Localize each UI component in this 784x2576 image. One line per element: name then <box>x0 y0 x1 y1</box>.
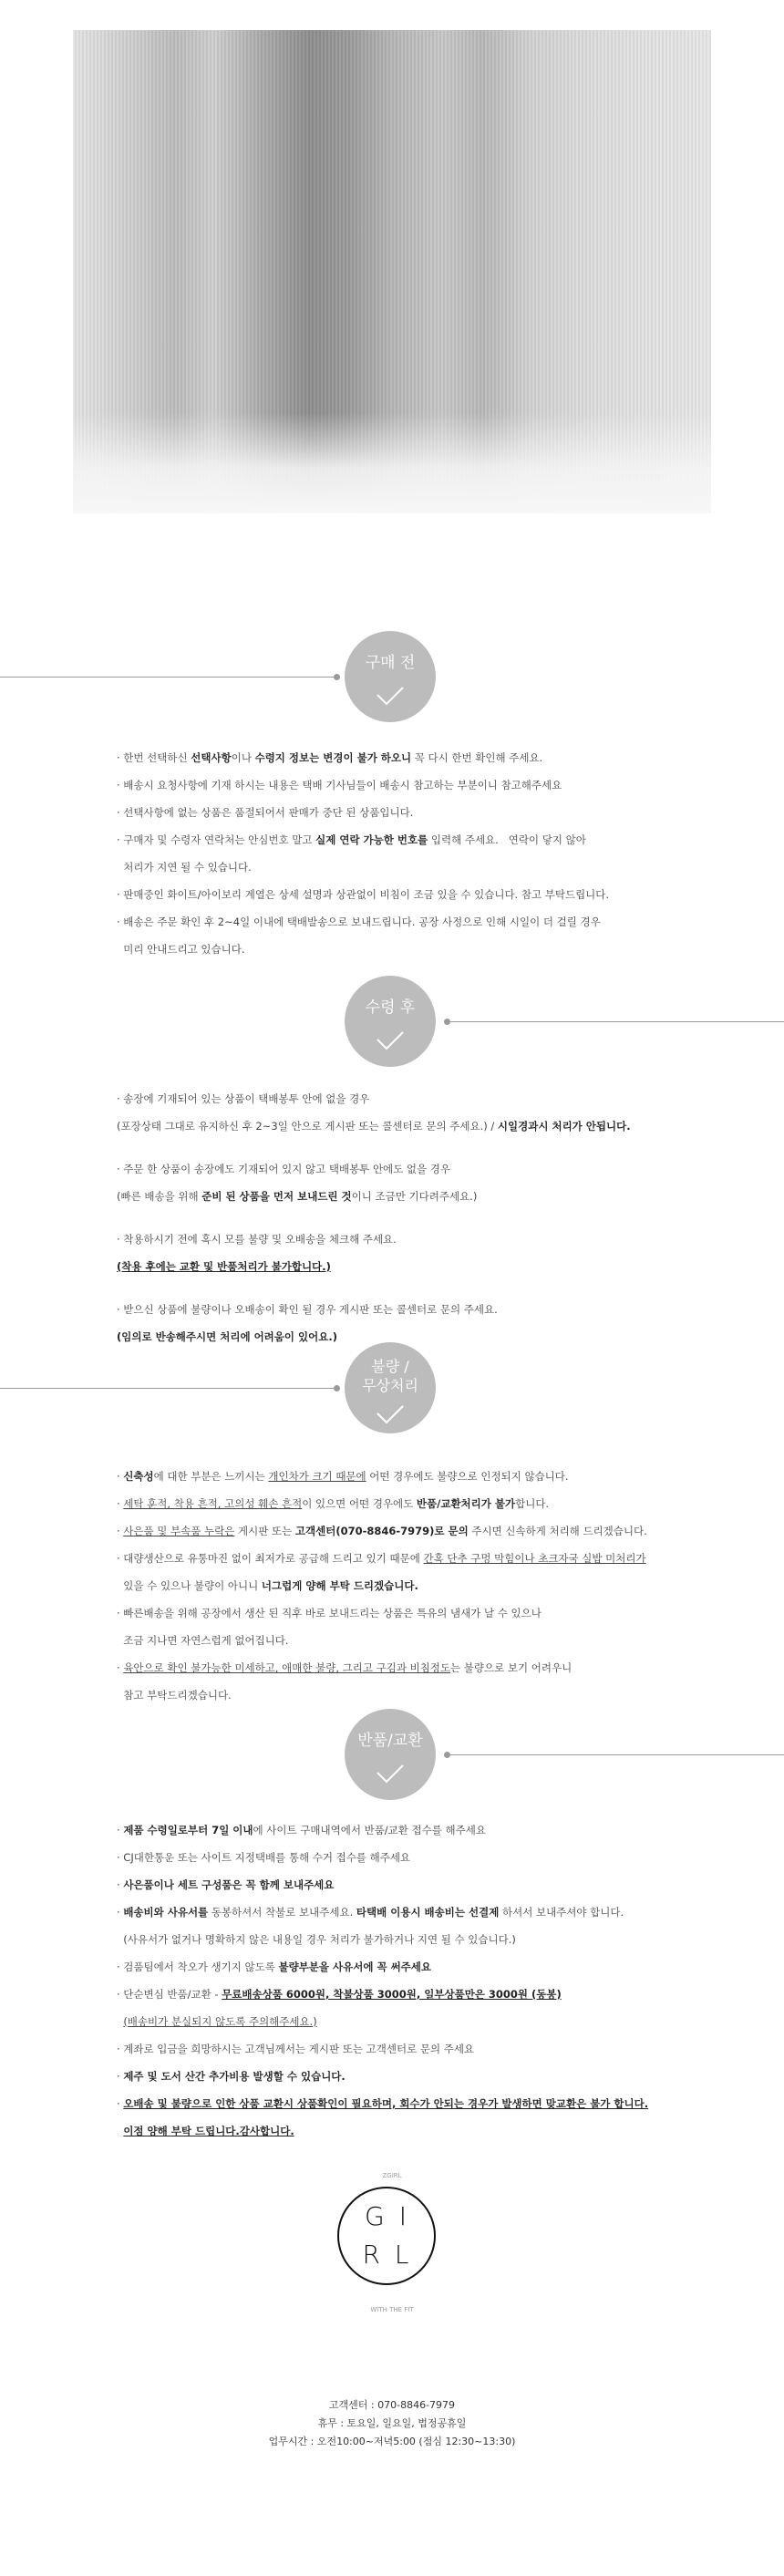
note-text: (배송비가 분실되지 않도록 주의해주세요.) <box>123 2015 317 2028</box>
note-text: 세탁 훈적, 착용 흔적, 고의성 훼손 흔적 <box>123 1497 303 1510</box>
customer-center-phone: 고객센터 : 070-8846-7979 <box>328 2399 456 2411</box>
note-line <box>117 799 609 826</box>
note-text: 무료배송상품 6000원, 착불상품 3000원, 일부상품만은 3000원 (동봉) <box>222 1988 562 2001</box>
note-text: 입력해 주세요. 연락이 닿지 않아 <box>428 833 586 846</box>
logo-letters-top: GI <box>365 2201 421 2231</box>
note-text: · 주문 한 상품이 송장에도 기재되어 있지 않고 택배봉투 안에도 없을 경우 <box>117 1163 451 1175</box>
note-text: · 계좌로 입금을 희망하시는 고객님께서는 게시판 또는 고객센터로 문의 주세요 <box>117 2043 475 2055</box>
note-text: 수령지 정보는 변경이 불가 하오니 <box>254 751 412 764</box>
note-line <box>117 1681 647 1709</box>
note-line <box>117 1816 648 1844</box>
note-text: 너그럽게 양해 부탁 드리겠습니다. <box>261 1579 418 1592</box>
note-text: · 받으신 상품에 불량이나 오배송이 확인 될 경우 게시판 또는 콜센터로 문의 주세요. <box>117 1303 498 1316</box>
note-line <box>117 2090 648 2117</box>
note-line <box>117 1627 647 1654</box>
note-text: 하셔서 보내주셔야 합니다. <box>499 1906 624 1919</box>
line-gap <box>117 1280 631 1296</box>
note-text: (임의로 반송해주시면 처리에 어려움이 있어요.) <box>117 1330 337 1343</box>
note-line <box>117 1183 631 1210</box>
note-line <box>117 1296 631 1323</box>
section-title-after: 수령 후 <box>365 998 416 1017</box>
note-text: 간혹 단추 구멍 막힘이나 초크자국 실밥 미처리가 <box>423 1552 646 1565</box>
note-text: 신축성 <box>123 1470 154 1483</box>
note-line <box>117 1926 648 1953</box>
section-title-before: 구매 전 <box>365 654 416 672</box>
note-text: 사은품이나 세트 구성품은 꼭 함께 보내주세요 <box>123 1878 335 1891</box>
note-text: 에 사이트 구매내역에서 반품/교환 접수를 해주세요 <box>253 1824 486 1836</box>
note-text: 제주 및 도서 산간 추가비용 발생할 수 있습니다. <box>123 2070 346 2083</box>
note-text: 시일경과시 처리가 안됩니다. <box>497 1120 631 1133</box>
note-text: 미리 안내드리고 있습니다. <box>117 943 245 956</box>
note-text: · <box>117 1525 124 1537</box>
section-title-defect-line1: 불량 / <box>371 1358 409 1375</box>
note-text: (착용 후에는 교환 및 반품처리가 불가합니다.) <box>117 1260 331 1273</box>
note-text: 참고 부탁드리겠습니다. <box>117 1689 232 1702</box>
note-text: 개인차가 크기 때문에 <box>268 1470 366 1483</box>
note-line <box>117 744 609 771</box>
note-line <box>117 1572 647 1599</box>
note-text: 에 대한 부분은 느끼시는 <box>153 1470 269 1483</box>
note-text: 사은품 및 부속품 누락은 <box>123 1525 235 1537</box>
checkmark-icon <box>376 686 405 706</box>
note-text: 이니 조금만 기다려주세요.) <box>351 1190 478 1203</box>
section-title-defect <box>345 1357 436 1395</box>
note-text: 타택배 이용시 배송비는 선결제 <box>356 1906 500 1919</box>
notes-before-purchase <box>117 744 609 963</box>
note-line <box>117 1654 647 1681</box>
logo-top-text: ZGIRL <box>382 2172 402 2179</box>
note-text: · 판매중인 화이트/아이보리 계열은 상세 설명과 상관없이 비침이 조금 있을 수 있습니다. 참고 부탁드립니다. <box>117 888 610 901</box>
note-text: · 빠른배송을 위해 공장에서 생산 된 직후 바로 보내드리는 상품은 특유의 냄새가 날 수 있으나 <box>117 1607 542 1619</box>
note-line <box>117 1226 631 1253</box>
note-text: 조금 지나면 자연스럽게 없어집니다. <box>117 1634 289 1647</box>
logo-bottom-text: WITH THE FIT <box>370 2306 414 2313</box>
note-text: · 배송시 요청사항에 기재 하시는 내용은 택배 기사님들이 배송시 참고하는 부분이니 참고해주세요 <box>117 779 562 791</box>
checkmark-icon <box>376 1764 405 1784</box>
note-line <box>117 1953 648 1981</box>
note-line <box>117 853 609 881</box>
note-text: 제품 수령일로부터 7일 이내 <box>123 1824 253 1836</box>
note-text: · 검품팀에서 착오가 생기지 않도록 <box>117 1960 279 1973</box>
note-text: · <box>117 2070 124 2083</box>
note-line <box>117 1898 648 1926</box>
note-line <box>117 1545 647 1572</box>
brand-logo <box>337 2187 436 2285</box>
note-text: 어떤 경우에도 불량으로 인정되지 않습니다. <box>366 1470 569 1483</box>
note-text: · <box>117 1906 124 1919</box>
note-text: 선택사항 <box>191 751 232 764</box>
note-text: 반품/교환처리가 불가 <box>416 1497 516 1510</box>
note-line <box>117 1871 648 1898</box>
note-line <box>117 1517 647 1545</box>
note-text: 이점 양해 부탁 드립니다.감사합니다. <box>123 2125 294 2137</box>
note-text: · <box>117 2097 124 2110</box>
notes-defect <box>117 1463 647 1709</box>
note-text: 배송비와 사유서를 <box>123 1906 209 1919</box>
note-text: 준비 된 상품을 먼저 보내드린 것 <box>201 1190 352 1203</box>
note-text: 이나 <box>231 751 255 764</box>
note-text: · CJ대한통운 또는 사이트 지정택배를 통해 수거 접수를 해주세요 <box>117 1851 411 1864</box>
note-line <box>117 936 609 963</box>
note-text: 고객센터(070-8846-7979)로 문의 <box>294 1525 469 1537</box>
note-line <box>117 1490 647 1517</box>
note-line <box>117 1155 631 1183</box>
note-text: · 대량생산으로 유통마진 없이 최저가로 공급해 드리고 있기 때문에 <box>117 1552 424 1565</box>
note-text: · 송장에 기재되어 있는 상품이 택배봉투 안에 없을 경우 <box>117 1092 370 1105</box>
note-text: 는 불량으로 보기 어려우니 <box>450 1661 573 1674</box>
note-text: 불량부분을 사유서에 꼭 써주세요 <box>278 1960 432 1973</box>
section-badge-after <box>345 976 436 1067</box>
note-text: (포장상태 그대로 유지하신 후 2~3일 안으로 게시판 또는 콜센터로 문의 주세요.) / <box>117 1120 498 1133</box>
note-text: 처리가 지연 될 수 있습니다. <box>117 861 252 874</box>
note-text: · <box>117 1878 124 1891</box>
note-line <box>117 771 609 799</box>
note-text: 육안으로 확인 불가능한 미세하고, 애매한 불량, 그리고 구김과 비침정도 <box>123 1661 451 1674</box>
line-gap <box>117 1140 631 1155</box>
note-line <box>117 908 609 936</box>
product-fabric-photo <box>73 30 711 513</box>
section-divider-right <box>447 1021 784 1022</box>
note-text: · <box>117 1661 124 1674</box>
note-line <box>117 881 609 908</box>
note-text: 게시판 또는 <box>234 1525 295 1537</box>
closed-days: 휴무 : 토요일, 일요일, 법정공휴일 <box>317 2417 467 2429</box>
note-text: · 선택사항에 없는 상품은 품절되어서 판매가 중단 된 상품입니다. <box>117 806 414 819</box>
note-text: · 단순변심 반품/교환 - <box>117 1988 222 2001</box>
section-badge-return <box>345 1709 436 1800</box>
note-line <box>117 2117 648 2145</box>
note-line <box>117 1599 647 1627</box>
note-text: · <box>117 1470 124 1483</box>
section-badge-before <box>345 631 436 722</box>
section-title-defect-line2: 무상처리 <box>362 1377 418 1394</box>
checkmark-icon <box>376 1404 405 1424</box>
note-text: 꼭 다시 한번 확인해 주세요. <box>411 751 543 764</box>
customer-center-info <box>0 2396 784 2451</box>
fabric-hem-highlight <box>73 413 711 513</box>
notes-return-exchange <box>117 1816 648 2145</box>
line-gap <box>117 1210 631 1226</box>
note-text: 오배송 및 불량으로 인한 상품 교환시 상품확인이 필요하며, 회수가 안되는 경우가 발생하면 맞교환은 불가 합니다. <box>123 2097 649 2110</box>
notes-after-receipt <box>117 1085 631 1350</box>
logo-letters-bottom: RL <box>362 2240 424 2270</box>
note-text: 실제 연락 가능한 번호를 <box>315 833 428 846</box>
note-line <box>117 2063 648 2090</box>
note-line <box>117 2008 648 2035</box>
note-line <box>117 1463 647 1490</box>
checkmark-icon <box>376 1030 405 1050</box>
note-text: 주시면 신속하게 처리해 드리겠습니다. <box>468 1525 647 1537</box>
section-badge-defect <box>345 1342 436 1433</box>
note-text: 이 있으면 어떤 경우에도 <box>302 1497 417 1510</box>
note-text: · 구매자 및 수령자 연락처는 안심번호 말고 <box>117 833 316 846</box>
note-line <box>117 1981 648 2008</box>
note-text: 동봉하셔서 착불로 보내주세요. <box>208 1906 356 1919</box>
note-text: 합니다. <box>515 1497 550 1510</box>
note-line <box>117 2035 648 2063</box>
note-text: (사유서가 없거나 명확하지 않은 내용일 경우 처리가 불가하거나 지연 될 수 있습니다.) <box>117 1933 516 1946</box>
section-divider-left <box>0 1388 337 1389</box>
note-line <box>117 1844 648 1871</box>
section-title-return: 반품/교환 <box>357 1732 423 1750</box>
note-text: · <box>117 1824 124 1836</box>
business-hours: 업무시간 : 오전10:00~저녁5:00 (점심 12:30~13:30) <box>268 2436 516 2447</box>
note-line <box>117 1253 631 1280</box>
note-line <box>117 826 609 853</box>
section-divider-left <box>0 677 337 678</box>
note-line <box>117 1085 631 1112</box>
note-text: · 착용하시기 전에 혹시 모를 불량 및 오배송을 체크해 주세요. <box>117 1233 397 1246</box>
note-text: (빠른 배송을 위해 <box>117 1190 202 1203</box>
note-line <box>117 1112 631 1140</box>
note-text: · 배송은 주문 확인 후 2~4일 이내에 택배발송으로 보내드립니다. 공장 사정으로 인해 시일이 더 걸릴 경우 <box>117 916 601 928</box>
note-text: · 한번 선택하신 <box>117 751 191 764</box>
note-text: · <box>117 1497 124 1510</box>
section-divider-right <box>447 1754 784 1755</box>
note-text: 있을 수 있으나 불량이 아니니 <box>117 1579 262 1592</box>
